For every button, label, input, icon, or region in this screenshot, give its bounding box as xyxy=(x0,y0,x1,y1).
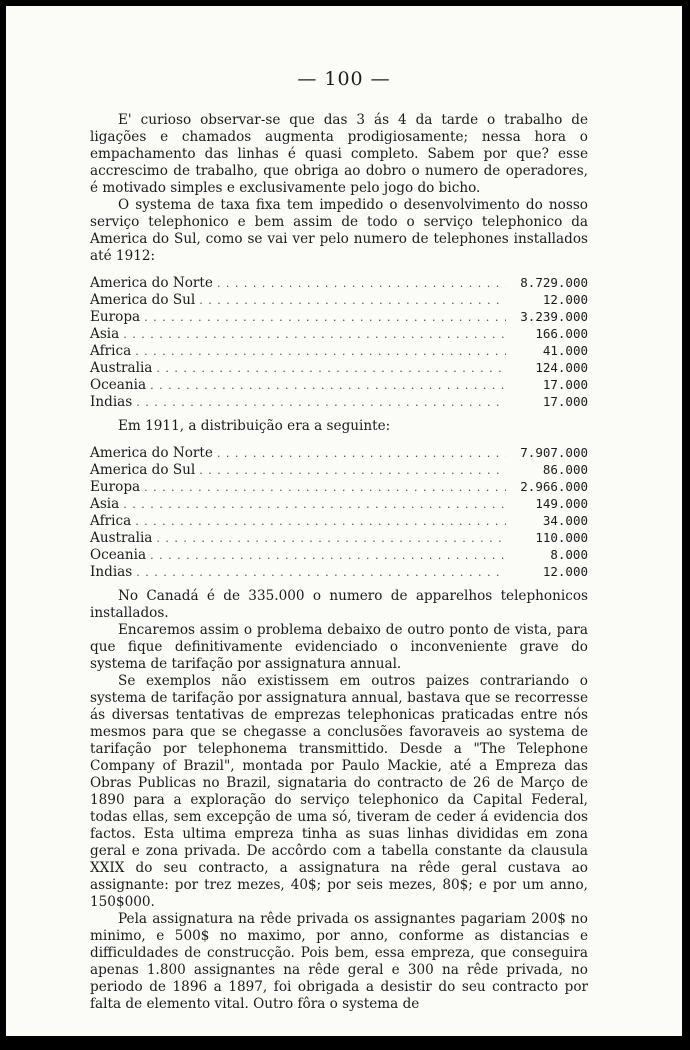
region-value: 2.966.000 xyxy=(520,479,588,494)
region-name: Oceania xyxy=(90,547,147,563)
region-name: Indias xyxy=(90,394,133,410)
region-name: Indias xyxy=(90,564,133,580)
leader-dots xyxy=(150,377,506,394)
table-row xyxy=(90,461,588,478)
leader-dots xyxy=(136,564,506,581)
region-name: America do Norte xyxy=(90,445,213,461)
telephones-1912-table xyxy=(90,274,588,410)
table-row xyxy=(90,529,588,546)
table-row xyxy=(90,359,588,376)
region-value: 12.000 xyxy=(542,564,588,579)
region-name: Asia xyxy=(90,326,120,342)
paragraph: E' curioso observar-se que das 3 ás 4 da tarde o trabalho de ligações e chamados augmenta prodigiosamente; nessa hora o empachamento das linhas é quasi completo. Sabem por que? esse accrescimo de trabalho, que obriga ao dobro o numero de operadores, é motivado simples e exclusivamente pelo jogo do bicho. xyxy=(90,112,588,196)
region-value: 41.000 xyxy=(542,343,588,358)
region-value: 17.000 xyxy=(542,394,588,409)
table-row xyxy=(90,444,588,461)
leader-dots xyxy=(199,462,506,479)
region-value: 8.000 xyxy=(550,547,588,562)
region-value: 17.000 xyxy=(542,377,588,392)
region-value: 7.907.000 xyxy=(520,445,588,460)
region-name: America do Sul xyxy=(90,292,196,308)
region-value: 110.000 xyxy=(535,530,588,545)
paragraph: Encaremos assim o problema debaixo de outro ponto de vista, para que fique definitivamente evidenciado o inconveniente grave do systema de tarifação por assignatura annual. xyxy=(90,622,588,672)
table-row xyxy=(90,563,588,580)
region-name: America do Sul xyxy=(90,462,196,478)
leader-dots xyxy=(199,292,506,309)
page-number: — 100 — xyxy=(297,68,391,90)
region-value: 166.000 xyxy=(535,326,588,341)
leader-dots xyxy=(123,496,506,513)
telephones-1911-table xyxy=(90,444,588,580)
region-name: Asia xyxy=(90,496,120,512)
leader-dots xyxy=(144,309,506,326)
region-value: 86.000 xyxy=(542,462,588,477)
leader-dots xyxy=(217,275,506,292)
leader-dots xyxy=(136,394,506,411)
region-name: Oceania xyxy=(90,377,147,393)
region-name: Africa xyxy=(90,513,132,529)
paragraph: Pela assignatura na rêde privada os assignantes pagariam 200$ no minimo, e 500$ no maximo, por anno, conforme as distancias e difficuldades de construcção. Pois bem, essa empreza, que conseguira apenas 1.800 assignantes na rêde geral e 300 na rêde privada, no periodo de 1896 a 1897, foi obrigada a desistir do seu contracto por falta de elemento vital. Outro fôra o systema de xyxy=(90,911,588,1012)
leader-dots xyxy=(135,343,506,360)
leader-dots xyxy=(217,445,506,462)
leader-dots xyxy=(123,326,506,343)
page-body xyxy=(90,112,588,1013)
table-row xyxy=(90,342,588,359)
table-row xyxy=(90,291,588,308)
region-name: Europa xyxy=(90,309,141,325)
book-page xyxy=(6,6,682,1036)
region-name: Australia xyxy=(90,360,153,376)
table-row xyxy=(90,512,588,529)
region-value: 12.000 xyxy=(542,292,588,307)
region-value: 34.000 xyxy=(542,513,588,528)
table-row xyxy=(90,393,588,410)
region-name: Europa xyxy=(90,479,141,495)
paragraph: Se exemplos não existissem em outros paizes contrariando o systema de tarifação por assignatura annual, bastava que se recorresse ás diversas tentativas de emprezas telephonicas praticadas entre nós mesmos para que se chegasse a conclusões favoraveis ao systema de tarifação por telephonema transmittido. Desde a "The Telephone Company of Brazil", montada por Paulo Mackie, até a Empreza das Obras Publicas no Brazil, signataria do contracto de 26 de Março de 1890 para a exploração do serviço telephonico da Capital Federal, todas ellas, sem excepção de uma só, tiveram de ceder á evidencia dos factos. Esta ultima empreza tinha as suas linhas divididas em zona geral e zona privada. De accôrdo com a tabella constante da clausula XXIX do seu contracto, a assignatura na rêde geral custava ao assignante: por trez mezes, 40$; por seis mezes, 80$; e por um anno, 150$000. xyxy=(90,673,588,910)
region-value: 124.000 xyxy=(535,360,588,375)
region-name: America do Norte xyxy=(90,275,213,291)
leader-dots xyxy=(156,530,506,547)
paragraph: Em 1911, a distribuição era a seguinte: xyxy=(118,418,391,434)
table-row xyxy=(90,376,588,393)
region-value: 3.239.000 xyxy=(520,309,588,324)
leader-dots xyxy=(156,360,506,377)
paragraph: O systema de taxa fixa tem impedido o desenvolvimento do nosso serviço telephonico e bem assim de todo o serviço telephonico da America do Sul, como se vai ver pelo numero de telephones installados até 1912: xyxy=(90,197,588,264)
table-row xyxy=(90,308,588,325)
table-row xyxy=(90,274,588,291)
leader-dots xyxy=(150,547,506,564)
paragraph: No Canadá é de 335.000 o numero de apparelhos telephonicos installados. xyxy=(90,588,588,621)
region-name: Australia xyxy=(90,530,153,546)
region-value: 149.000 xyxy=(535,496,588,511)
table-row xyxy=(90,495,588,512)
region-name: Africa xyxy=(90,343,132,359)
leader-dots xyxy=(135,513,506,530)
table-row xyxy=(90,546,588,563)
table-row xyxy=(90,325,588,342)
region-value: 8.729.000 xyxy=(520,275,588,290)
table-row xyxy=(90,478,588,495)
leader-dots xyxy=(144,479,506,496)
